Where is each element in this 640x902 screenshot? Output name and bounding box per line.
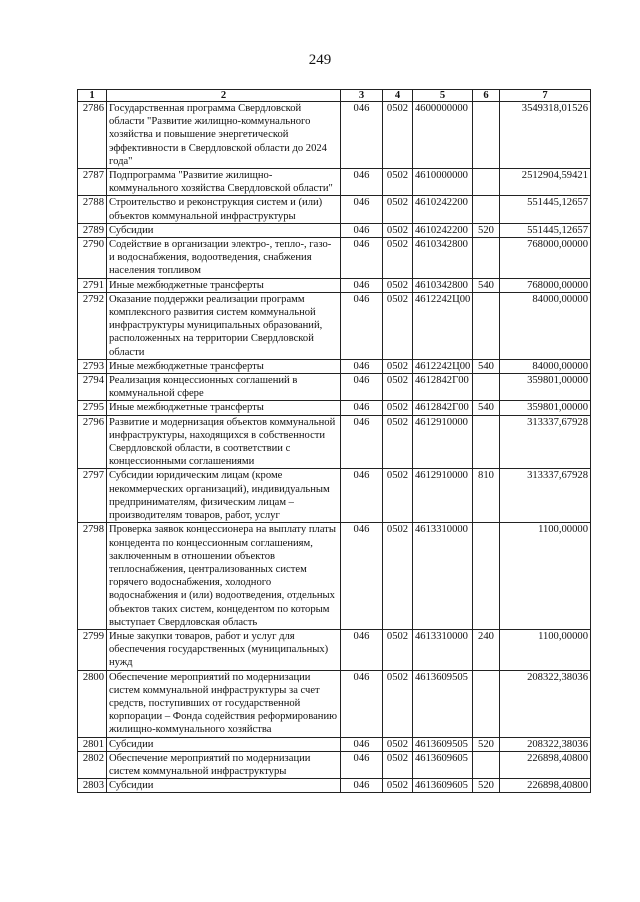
row-number: 2787 (78, 169, 107, 196)
section-code: 0502 (383, 779, 413, 793)
ministry-code: 046 (341, 374, 383, 401)
expense-type-code (473, 374, 500, 401)
row-number: 2794 (78, 374, 107, 401)
row-number: 2800 (78, 670, 107, 737)
expense-type-code: 540 (473, 359, 500, 373)
row-amount: 1100,00000 (500, 523, 591, 630)
table-row (78, 238, 591, 279)
section-code: 0502 (383, 102, 413, 169)
table-row (78, 278, 591, 292)
row-number: 2801 (78, 737, 107, 751)
target-article-code: 4612242Ц00 (413, 359, 473, 373)
row-amount: 313337,67928 (500, 469, 591, 523)
table-row (78, 102, 591, 169)
expense-type-code: 520 (473, 737, 500, 751)
target-article-code: 4612842Г00 (413, 401, 473, 415)
section-code: 0502 (383, 415, 413, 469)
row-number: 2788 (78, 196, 107, 223)
row-number: 2790 (78, 238, 107, 279)
table-row (78, 169, 591, 196)
ministry-code: 046 (341, 469, 383, 523)
target-article-code: 4612842Г00 (413, 374, 473, 401)
section-code: 0502 (383, 359, 413, 373)
section-code: 0502 (383, 629, 413, 670)
section-code: 0502 (383, 670, 413, 737)
target-article-code: 4610242200 (413, 223, 473, 237)
ministry-code: 046 (341, 359, 383, 373)
row-number: 2792 (78, 292, 107, 359)
expense-type-code (473, 751, 500, 778)
table-row (78, 374, 591, 401)
section-code: 0502 (383, 374, 413, 401)
section-code: 0502 (383, 278, 413, 292)
target-article-code: 4613609605 (413, 779, 473, 793)
row-amount: 768000,00000 (500, 238, 591, 279)
section-code: 0502 (383, 196, 413, 223)
expense-type-code: 540 (473, 401, 500, 415)
budget-table (77, 89, 591, 793)
target-article-code: 4600000000 (413, 102, 473, 169)
table-row (78, 523, 591, 630)
row-name: Иные межбюджетные трансферты (107, 401, 341, 415)
ministry-code: 046 (341, 670, 383, 737)
target-article-code: 4613310000 (413, 629, 473, 670)
target-article-code: 4612242Ц00 (413, 292, 473, 359)
column-header: 4 (383, 90, 413, 102)
expense-type-code (473, 292, 500, 359)
row-name: Обеспечение мероприятий по модернизации систем коммунальной инфраструктуры за счет средств, поступивших от государственной корпорации – Фонда содействия реформированию жилищно-коммунального хозяйства (107, 670, 341, 737)
expense-type-code (473, 102, 500, 169)
row-amount: 313337,67928 (500, 415, 591, 469)
ministry-code: 046 (341, 196, 383, 223)
ministry-code: 046 (341, 415, 383, 469)
section-code: 0502 (383, 292, 413, 359)
target-article-code: 4612910000 (413, 415, 473, 469)
expense-type-code (473, 415, 500, 469)
ministry-code: 046 (341, 223, 383, 237)
ministry-code: 046 (341, 779, 383, 793)
row-name: Субсидии (107, 223, 341, 237)
row-amount: 768000,00000 (500, 278, 591, 292)
expense-type-code (473, 238, 500, 279)
row-amount: 84000,00000 (500, 359, 591, 373)
section-code: 0502 (383, 737, 413, 751)
expense-type-code (473, 523, 500, 630)
row-name: Обеспечение мероприятий по модернизации систем коммунальной инфраструктуры (107, 751, 341, 778)
column-header: 3 (341, 90, 383, 102)
ministry-code: 046 (341, 278, 383, 292)
row-amount: 1100,00000 (500, 629, 591, 670)
row-number: 2803 (78, 779, 107, 793)
row-number: 2791 (78, 278, 107, 292)
target-article-code: 4613609505 (413, 670, 473, 737)
section-code: 0502 (383, 469, 413, 523)
column-header: 6 (473, 90, 500, 102)
row-name: Строительство и реконструкция систем и (или) объектов коммунальной инфраструктуры (107, 196, 341, 223)
row-number: 2795 (78, 401, 107, 415)
table-row (78, 779, 591, 793)
row-number: 2799 (78, 629, 107, 670)
row-number: 2798 (78, 523, 107, 630)
row-amount: 208322,38036 (500, 737, 591, 751)
row-amount: 226898,40800 (500, 779, 591, 793)
row-number: 2793 (78, 359, 107, 373)
section-code: 0502 (383, 223, 413, 237)
table-row (78, 469, 591, 523)
ministry-code: 046 (341, 751, 383, 778)
table-row (78, 415, 591, 469)
row-amount: 359801,00000 (500, 401, 591, 415)
row-number: 2796 (78, 415, 107, 469)
column-header: 1 (78, 90, 107, 102)
section-code: 0502 (383, 523, 413, 630)
target-article-code: 4610242200 (413, 196, 473, 223)
expense-type-code (473, 196, 500, 223)
section-code: 0502 (383, 238, 413, 279)
table-row (78, 292, 591, 359)
row-amount: 208322,38036 (500, 670, 591, 737)
row-name: Субсидии юридическим лицам (кроме некоммерческих организаций), индивидуальным предпринимателям, физическим лицам – производителям товаров, работ, услуг (107, 469, 341, 523)
row-amount: 359801,00000 (500, 374, 591, 401)
expense-type-code (473, 670, 500, 737)
row-name: Субсидии (107, 737, 341, 751)
row-amount: 226898,40800 (500, 751, 591, 778)
table-row (78, 751, 591, 778)
ministry-code: 046 (341, 523, 383, 630)
row-number: 2802 (78, 751, 107, 778)
target-article-code: 4613609505 (413, 737, 473, 751)
section-code: 0502 (383, 169, 413, 196)
ministry-code: 046 (341, 737, 383, 751)
row-name: Государственная программа Свердловской области "Развитие жилищно-коммунального хозяйства и повышение энергетической эффективности в Свердловской области до 2024 года" (107, 102, 341, 169)
row-name: Иные межбюджетные трансферты (107, 278, 341, 292)
target-article-code: 4612910000 (413, 469, 473, 523)
row-amount: 2512904,59421 (500, 169, 591, 196)
row-name: Содействие в организации электро-, тепло-, газо- и водоснабжения, водоотведения, снабжения населения топливом (107, 238, 341, 279)
row-amount: 84000,00000 (500, 292, 591, 359)
row-number: 2786 (78, 102, 107, 169)
expense-type-code: 520 (473, 779, 500, 793)
table-row (78, 223, 591, 237)
ministry-code: 046 (341, 102, 383, 169)
target-article-code: 4613310000 (413, 523, 473, 630)
table-row (78, 737, 591, 751)
expense-type-code: 240 (473, 629, 500, 670)
row-name: Развитие и модернизация объектов коммунальной инфраструктуры, находящихся в собственности Свердловской области, в соответствии с концессионными соглашениями (107, 415, 341, 469)
table-row (78, 629, 591, 670)
row-name: Проверка заявок концессионера на выплату платы концедента по концессионным соглашениям, заключенным в отношении объектов теплоснабжения, централизованных систем горячего водоснабжения, холодного водоснабжения и (или) водоотведения, отдельных объектов таких систем, концедентом по которым выступает Свердловская область (107, 523, 341, 630)
section-code: 0502 (383, 751, 413, 778)
expense-type-code (473, 169, 500, 196)
row-name: Субсидии (107, 779, 341, 793)
row-name: Подпрограмма "Развитие жилищно-коммунального хозяйства Свердловской области" (107, 169, 341, 196)
ministry-code: 046 (341, 238, 383, 279)
column-header: 7 (500, 90, 591, 102)
column-header: 5 (413, 90, 473, 102)
table-header-row (78, 90, 591, 102)
expense-type-code: 810 (473, 469, 500, 523)
table-row (78, 401, 591, 415)
row-amount: 551445,12657 (500, 196, 591, 223)
target-article-code: 4610342800 (413, 278, 473, 292)
ministry-code: 046 (341, 292, 383, 359)
table-row (78, 196, 591, 223)
row-name: Оказание поддержки реализации программ комплексного развития систем коммунальной инфраструктуры муниципальных образований, расположенных на территории Свердловской области (107, 292, 341, 359)
page-number: 249 (308, 52, 332, 68)
expense-type-code: 540 (473, 278, 500, 292)
row-number: 2789 (78, 223, 107, 237)
ministry-code: 046 (341, 629, 383, 670)
row-name: Реализация концессионных соглашений в коммунальной сфере (107, 374, 341, 401)
row-name: Иные закупки товаров, работ и услуг для обеспечения государственных (муниципальных) нужд (107, 629, 341, 670)
target-article-code: 4610000000 (413, 169, 473, 196)
target-article-code: 4610342800 (413, 238, 473, 279)
expense-type-code: 520 (473, 223, 500, 237)
ministry-code: 046 (341, 169, 383, 196)
target-article-code: 4613609605 (413, 751, 473, 778)
row-amount: 3549318,01526 (500, 102, 591, 169)
row-number: 2797 (78, 469, 107, 523)
row-name: Иные межбюджетные трансферты (107, 359, 341, 373)
column-header: 2 (107, 90, 341, 102)
row-amount: 551445,12657 (500, 223, 591, 237)
section-code: 0502 (383, 401, 413, 415)
ministry-code: 046 (341, 401, 383, 415)
table-row (78, 359, 591, 373)
table-row (78, 670, 591, 737)
